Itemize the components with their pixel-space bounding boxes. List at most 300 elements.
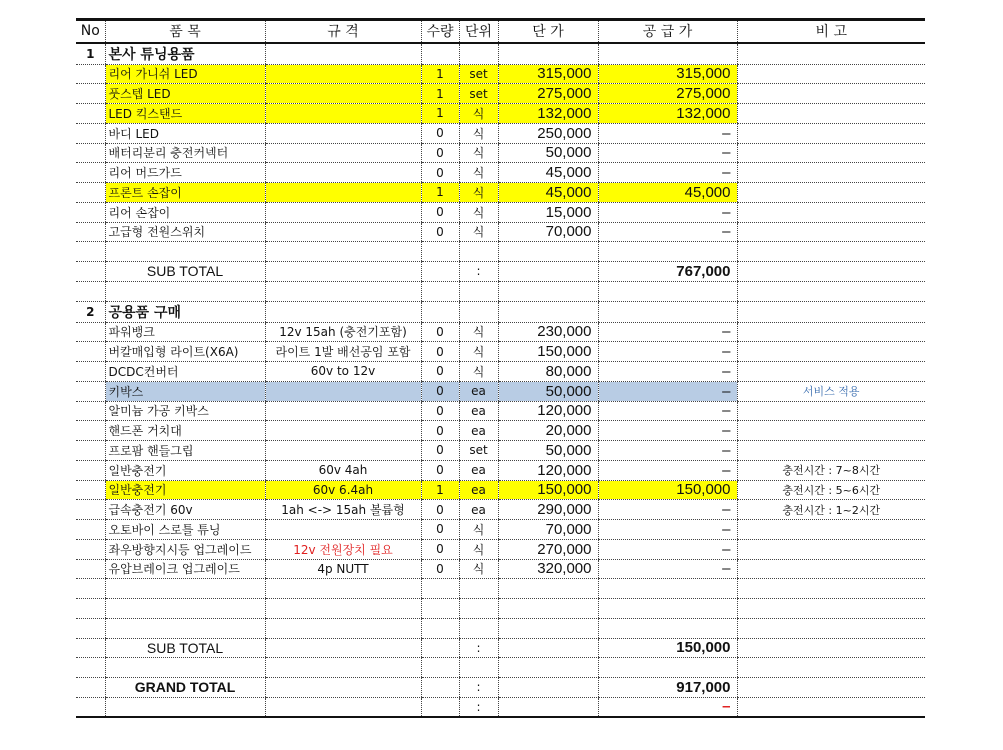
cell-price: 150,000 xyxy=(498,342,598,362)
cell-note: 충전시간 : 7~8시간 xyxy=(737,460,925,480)
cell-spec xyxy=(265,104,421,124)
cell-qty: 0 xyxy=(421,539,459,559)
header-no: No xyxy=(76,20,105,43)
cell-spec xyxy=(265,64,421,84)
cell-qty xyxy=(421,43,459,65)
cell-name: 유압브레이크 업그레이드 xyxy=(105,559,265,579)
cell-qty: 0 xyxy=(421,441,459,461)
cell-no xyxy=(76,460,105,480)
cell-no xyxy=(76,697,105,717)
cell-supply: – xyxy=(598,163,737,183)
cell-qty: 0 xyxy=(421,559,459,579)
cell-qty: 0 xyxy=(421,401,459,421)
cell-no xyxy=(76,64,105,84)
cell-unit xyxy=(459,281,498,301)
cell-price: 120,000 xyxy=(498,460,598,480)
cell-qty: 0 xyxy=(421,123,459,143)
cell-no xyxy=(76,222,105,242)
cell-name: 바디 LED xyxy=(105,123,265,143)
cell-note xyxy=(737,43,925,65)
cell-price: 50,000 xyxy=(498,381,598,401)
cell-name: 리어 가니쉬 LED xyxy=(105,64,265,84)
cell-supply: – xyxy=(598,460,737,480)
cell-name: GRAND TOTAL xyxy=(105,678,265,698)
header-row xyxy=(76,20,925,43)
cell-no xyxy=(76,658,105,678)
cell-price xyxy=(498,281,598,301)
cell-supply: 150,000 xyxy=(598,480,737,500)
cell-spec xyxy=(265,123,421,143)
cell-qty xyxy=(421,242,459,262)
table-row xyxy=(76,362,925,382)
cell-qty: 0 xyxy=(421,362,459,382)
cell-note xyxy=(737,697,925,717)
cell-qty: 0 xyxy=(421,460,459,480)
cell-name xyxy=(105,658,265,678)
cell-unit: set xyxy=(459,84,498,104)
cell-spec xyxy=(265,421,421,441)
cell-name xyxy=(105,579,265,599)
cell-supply: 917,000 xyxy=(598,678,737,698)
table-row xyxy=(76,202,925,222)
cell-no xyxy=(76,500,105,520)
cell-spec xyxy=(265,301,421,322)
cell-qty: 0 xyxy=(421,143,459,163)
cell-qty: 1 xyxy=(421,183,459,203)
cell-spec xyxy=(265,242,421,262)
cell-price: 70,000 xyxy=(498,520,598,540)
cell-qty xyxy=(421,599,459,619)
cell-qty: 0 xyxy=(421,202,459,222)
table-row xyxy=(76,222,925,242)
cell-unit xyxy=(459,618,498,638)
cell-supply xyxy=(598,301,737,322)
cell-price: 120,000 xyxy=(498,401,598,421)
cell-spec xyxy=(265,163,421,183)
cell-note xyxy=(737,262,925,282)
cell-spec xyxy=(265,143,421,163)
cell-spec: 60v 6.4ah xyxy=(265,480,421,500)
header-supply: 공 급 가 xyxy=(598,20,737,43)
cell-no xyxy=(76,123,105,143)
cell-no xyxy=(76,539,105,559)
cell-spec xyxy=(265,697,421,717)
cell-no xyxy=(76,401,105,421)
cell-unit xyxy=(459,301,498,322)
cell-unit: set xyxy=(459,64,498,84)
cell-no xyxy=(76,618,105,638)
cell-qty xyxy=(421,697,459,717)
cell-supply: 767,000 xyxy=(598,262,737,282)
cell-unit: 식 xyxy=(459,143,498,163)
cell-qty xyxy=(421,281,459,301)
table-row xyxy=(76,460,925,480)
cell-supply xyxy=(598,43,737,65)
cell-no xyxy=(76,281,105,301)
table-row xyxy=(76,64,925,84)
cell-price: 45,000 xyxy=(498,163,598,183)
cell-unit: set xyxy=(459,441,498,461)
cell-spec xyxy=(265,202,421,222)
blank-row xyxy=(76,599,925,619)
cell-no: 2 xyxy=(76,301,105,322)
cell-unit: 식 xyxy=(459,559,498,579)
blank-row xyxy=(76,618,925,638)
table-row xyxy=(76,342,925,362)
cell-qty: 0 xyxy=(421,342,459,362)
header-spec: 규 격 xyxy=(265,20,421,43)
cell-qty: 0 xyxy=(421,520,459,540)
cell-unit xyxy=(459,599,498,619)
cell-no xyxy=(76,242,105,262)
cell-qty: 1 xyxy=(421,64,459,84)
cell-unit: ea xyxy=(459,381,498,401)
cell-price: 50,000 xyxy=(498,143,598,163)
cell-name: 버칼매입형 라이트(X6A) xyxy=(105,342,265,362)
cell-no xyxy=(76,599,105,619)
blank-row xyxy=(76,242,925,262)
cell-supply: – xyxy=(598,539,737,559)
total-row xyxy=(76,638,925,658)
cell-note xyxy=(737,322,925,342)
cell-spec: 12v 15ah (충전기포함) xyxy=(265,322,421,342)
cell-name: 알미늄 가공 키박스 xyxy=(105,401,265,421)
cell-name: SUB TOTAL xyxy=(105,262,265,282)
table-row xyxy=(76,163,925,183)
cell-note: 서비스 적용 xyxy=(737,381,925,401)
cell-name: LED 킥스탠드 xyxy=(105,104,265,124)
cell-spec xyxy=(265,43,421,65)
table-row xyxy=(76,322,925,342)
cell-no xyxy=(76,163,105,183)
cell-note xyxy=(737,441,925,461)
cell-unit: 식 xyxy=(459,222,498,242)
cell-name: 좌우방향지시등 업그레이드 xyxy=(105,539,265,559)
cell-spec xyxy=(265,520,421,540)
header-qty: 수량 xyxy=(421,20,459,43)
section-row xyxy=(76,43,925,65)
cell-supply xyxy=(598,599,737,619)
cell-name xyxy=(105,697,265,717)
blank-row xyxy=(76,658,925,678)
cell-spec xyxy=(265,441,421,461)
table-row xyxy=(76,480,925,500)
cell-unit: 식 xyxy=(459,123,498,143)
cell-note xyxy=(737,301,925,322)
total-row xyxy=(76,262,925,282)
cell-no xyxy=(76,421,105,441)
cell-unit: 식 xyxy=(459,202,498,222)
cell-qty: 0 xyxy=(421,381,459,401)
cell-qty: 1 xyxy=(421,104,459,124)
cell-note xyxy=(737,242,925,262)
cell-note: 충전시간 : 1~2시간 xyxy=(737,500,925,520)
cell-unit xyxy=(459,242,498,262)
cell-note xyxy=(737,401,925,421)
cell-spec: 12v 전원장치 필요 xyxy=(265,539,421,559)
cell-supply: – xyxy=(598,362,737,382)
cell-spec: 1ah <-> 15ah 볼륨형 xyxy=(265,500,421,520)
cell-spec xyxy=(265,678,421,698)
cell-note xyxy=(737,143,925,163)
cell-price: 270,000 xyxy=(498,539,598,559)
cell-note xyxy=(737,539,925,559)
cell-note xyxy=(737,84,925,104)
cell-spec xyxy=(265,281,421,301)
cell-qty: 0 xyxy=(421,421,459,441)
cell-spec xyxy=(265,381,421,401)
cell-spec: 60v 4ah xyxy=(265,460,421,480)
table-row xyxy=(76,500,925,520)
cell-spec xyxy=(265,401,421,421)
cell-name: 프로팜 핸들그립 xyxy=(105,441,265,461)
header-note: 비 고 xyxy=(737,20,925,43)
cell-supply: – xyxy=(598,322,737,342)
cell-price xyxy=(498,262,598,282)
cell-unit: 식 xyxy=(459,342,498,362)
cell-spec xyxy=(265,599,421,619)
cell-no xyxy=(76,520,105,540)
cell-unit: : xyxy=(459,678,498,698)
cell-note xyxy=(737,163,925,183)
cell-note xyxy=(737,599,925,619)
cell-name: 리어 손잡이 xyxy=(105,202,265,222)
cell-unit xyxy=(459,658,498,678)
cell-supply: – xyxy=(598,697,737,717)
section-row xyxy=(76,301,925,322)
table-row xyxy=(76,104,925,124)
cell-qty xyxy=(421,618,459,638)
cell-price: 50,000 xyxy=(498,441,598,461)
cell-supply: – xyxy=(598,520,737,540)
header-unit: 단위 xyxy=(459,20,498,43)
cell-unit xyxy=(459,43,498,65)
cell-supply: – xyxy=(598,401,737,421)
cell-supply: – xyxy=(598,202,737,222)
cell-unit: 식 xyxy=(459,362,498,382)
cell-note xyxy=(737,123,925,143)
cell-supply: 132,000 xyxy=(598,104,737,124)
cell-price xyxy=(498,697,598,717)
cell-spec xyxy=(265,84,421,104)
cell-note xyxy=(737,421,925,441)
cell-supply: – xyxy=(598,381,737,401)
cell-supply xyxy=(598,579,737,599)
cell-unit xyxy=(459,579,498,599)
cell-spec xyxy=(265,658,421,678)
cell-note xyxy=(737,638,925,658)
cell-note xyxy=(737,222,925,242)
cell-supply xyxy=(598,618,737,638)
cell-name: 풋스텝 LED xyxy=(105,84,265,104)
cell-price: 315,000 xyxy=(498,64,598,84)
cell-price: 275,000 xyxy=(498,84,598,104)
cell-name xyxy=(105,618,265,638)
cell-no xyxy=(76,322,105,342)
cell-unit: 식 xyxy=(459,520,498,540)
cell-price xyxy=(498,599,598,619)
cell-supply: 275,000 xyxy=(598,84,737,104)
table-row xyxy=(76,520,925,540)
cell-note xyxy=(737,281,925,301)
cell-spec xyxy=(265,638,421,658)
cell-qty: 1 xyxy=(421,84,459,104)
cell-unit: 식 xyxy=(459,183,498,203)
table-row xyxy=(76,381,925,401)
cell-no xyxy=(76,678,105,698)
cell-supply xyxy=(598,242,737,262)
cell-name xyxy=(105,599,265,619)
cell-name: 파워뱅크 xyxy=(105,322,265,342)
cell-unit: 식 xyxy=(459,104,498,124)
cell-name xyxy=(105,242,265,262)
cell-price: 320,000 xyxy=(498,559,598,579)
cell-unit: ea xyxy=(459,421,498,441)
cell-unit: ea xyxy=(459,460,498,480)
cell-price xyxy=(498,43,598,65)
table-row xyxy=(76,421,925,441)
cell-supply: – xyxy=(598,421,737,441)
cell-note xyxy=(737,342,925,362)
cell-note xyxy=(737,202,925,222)
cell-no xyxy=(76,262,105,282)
cell-supply: – xyxy=(598,123,737,143)
cell-supply: 45,000 xyxy=(598,183,737,203)
cell-unit: : xyxy=(459,638,498,658)
cell-name: 일반충전기 xyxy=(105,480,265,500)
cell-no xyxy=(76,84,105,104)
cell-spec xyxy=(265,262,421,282)
cell-price: 230,000 xyxy=(498,322,598,342)
cell-no xyxy=(76,104,105,124)
header-name: 품 목 xyxy=(105,20,265,43)
cell-name: 오토바이 스로틀 튜닝 xyxy=(105,520,265,540)
cell-qty xyxy=(421,579,459,599)
cell-price xyxy=(498,242,598,262)
cell-note xyxy=(737,618,925,638)
cell-note xyxy=(737,64,925,84)
cell-supply: – xyxy=(598,342,737,362)
cell-price: 290,000 xyxy=(498,500,598,520)
cell-spec: 라이트 1발 배선공임 포함 xyxy=(265,342,421,362)
cell-unit: 식 xyxy=(459,163,498,183)
table-row xyxy=(76,441,925,461)
cell-price: 250,000 xyxy=(498,123,598,143)
table-row xyxy=(76,143,925,163)
cell-price: 45,000 xyxy=(498,183,598,203)
cell-qty xyxy=(421,678,459,698)
cell-name: 리어 머드가드 xyxy=(105,163,265,183)
cell-supply: – xyxy=(598,559,737,579)
cell-spec xyxy=(265,183,421,203)
cell-no xyxy=(76,638,105,658)
cell-note xyxy=(737,520,925,540)
cell-name: DCDC컨버터 xyxy=(105,362,265,382)
cell-supply xyxy=(598,658,737,678)
cell-note xyxy=(737,362,925,382)
cell-unit: : xyxy=(459,697,498,717)
cell-qty: 0 xyxy=(421,222,459,242)
cell-unit: ea xyxy=(459,500,498,520)
cell-unit: ea xyxy=(459,480,498,500)
cell-qty xyxy=(421,638,459,658)
cell-price: 15,000 xyxy=(498,202,598,222)
cell-name: 키박스 xyxy=(105,381,265,401)
quote-table xyxy=(76,18,925,718)
cell-name: 고급형 전원스위치 xyxy=(105,222,265,242)
cell-name: 일반충전기 xyxy=(105,460,265,480)
cell-no xyxy=(76,480,105,500)
cell-no xyxy=(76,362,105,382)
cell-price xyxy=(498,579,598,599)
cell-qty: 1 xyxy=(421,480,459,500)
cell-price: 20,000 xyxy=(498,421,598,441)
cell-no xyxy=(76,183,105,203)
cell-no xyxy=(76,202,105,222)
cell-price xyxy=(498,638,598,658)
cell-no xyxy=(76,381,105,401)
cell-supply: – xyxy=(598,222,737,242)
cell-unit: 식 xyxy=(459,322,498,342)
blank-row xyxy=(76,579,925,599)
cell-name: 공용품 구매 xyxy=(105,301,265,322)
cell-price: 70,000 xyxy=(498,222,598,242)
header-price: 단 가 xyxy=(498,20,598,43)
cell-name: SUB TOTAL xyxy=(105,638,265,658)
cell-name: 배터리분리 충전커넥터 xyxy=(105,143,265,163)
cell-supply: – xyxy=(598,441,737,461)
cell-price xyxy=(498,618,598,638)
blank-row xyxy=(76,281,925,301)
table-row xyxy=(76,123,925,143)
cell-spec: 4p NUTT xyxy=(265,559,421,579)
cell-price xyxy=(498,301,598,322)
cell-note xyxy=(737,183,925,203)
last-row xyxy=(76,697,925,717)
cell-qty xyxy=(421,301,459,322)
table-row xyxy=(76,559,925,579)
cell-name: 프론트 손잡이 xyxy=(105,183,265,203)
cell-spec xyxy=(265,222,421,242)
cell-note xyxy=(737,104,925,124)
table-row xyxy=(76,84,925,104)
cell-price xyxy=(498,658,598,678)
cell-unit: : xyxy=(459,262,498,282)
table-row xyxy=(76,539,925,559)
cell-supply: – xyxy=(598,143,737,163)
cell-qty xyxy=(421,262,459,282)
quote-sheet xyxy=(76,18,925,718)
cell-qty xyxy=(421,658,459,678)
cell-no xyxy=(76,441,105,461)
grand-row xyxy=(76,678,925,698)
cell-note xyxy=(737,579,925,599)
table-row xyxy=(76,183,925,203)
cell-price: 150,000 xyxy=(498,480,598,500)
cell-no xyxy=(76,559,105,579)
cell-supply: 150,000 xyxy=(598,638,737,658)
cell-note xyxy=(737,678,925,698)
cell-no xyxy=(76,143,105,163)
cell-price xyxy=(498,678,598,698)
cell-name: 핸드폰 거치대 xyxy=(105,421,265,441)
cell-spec xyxy=(265,618,421,638)
cell-supply xyxy=(598,281,737,301)
cell-no xyxy=(76,579,105,599)
table-row xyxy=(76,401,925,421)
cell-spec: 60v to 12v xyxy=(265,362,421,382)
cell-price: 132,000 xyxy=(498,104,598,124)
